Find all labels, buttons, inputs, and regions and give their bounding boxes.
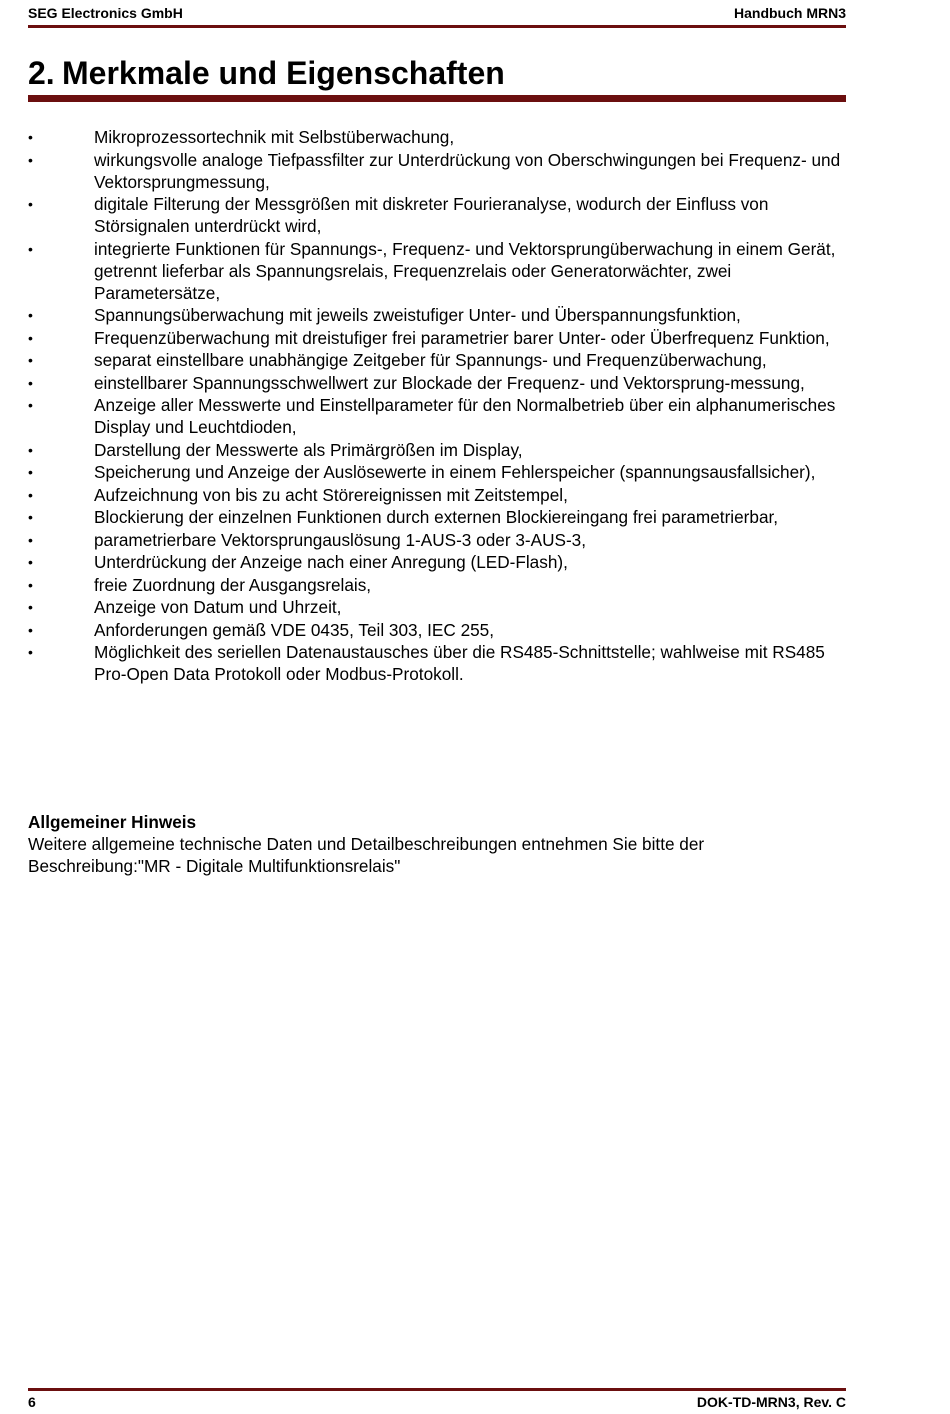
list-item-text: freie Zuordnung der Ausgangsrelais, xyxy=(94,574,372,595)
section-title xyxy=(28,55,505,92)
list-item xyxy=(28,394,846,438)
feature-list xyxy=(28,126,846,686)
general-note xyxy=(28,811,846,877)
bullet-icon: • xyxy=(28,644,33,660)
bullet-icon: • xyxy=(28,621,33,638)
list-item xyxy=(28,619,846,641)
list-item-text: Blockierung der einzelnen Funktionen durch externen Blockiereingang frei parametrierbar, xyxy=(94,507,779,527)
list-item xyxy=(28,506,846,528)
list-item xyxy=(28,238,846,304)
document-id: DOK-TD-MRN3, Rev. C xyxy=(696,1394,846,1410)
bullet-icon: • xyxy=(28,329,33,346)
bullet-icon: • xyxy=(28,374,33,391)
list-item-text: Anzeige aller Messwerte und Einstellparameter für den Normalbetrieb über ein alphanumerisches Display und Leuchtdioden, xyxy=(94,395,836,437)
bullet-icon: • xyxy=(28,352,33,368)
list-item-text: Möglichkeit des seriellen Datenaustausches über die RS485-Schnittstelle; wahlweise mit RS485 Pro-Open Data Protokoll oder Modbus-Protokoll. xyxy=(94,642,825,684)
bullet-icon: • xyxy=(28,151,33,168)
list-item-text: Aufzeichnung von bis zu acht Störereignissen mit Zeitstempel, xyxy=(94,484,568,505)
bullet-icon: • xyxy=(28,397,33,413)
list-item-text: digitale Filterung der Messgrößen mit diskreter Fourieranalyse, wodurch der Einfluss von Störsignalen unterdrückt wird, xyxy=(94,194,769,236)
list-item xyxy=(28,529,846,551)
list-item xyxy=(28,126,846,148)
list-item xyxy=(28,461,846,483)
list-item-text: Spannungsüberwachung mit jeweils zweistufiger Unter- und Überspannungsfunktion, xyxy=(94,305,741,325)
note-body: Weitere allgemeine technische Daten und Detailbeschreibungen entnehmen Sie bitte der Beschreibung:"MR - Digitale Multifunktionsrelais" xyxy=(28,834,705,876)
page-number: 6 xyxy=(28,1394,36,1410)
list-item-text: Darstellung der Messwerte als Primärgrößen im Display, xyxy=(94,439,523,460)
section-number: 2. xyxy=(28,55,55,91)
title-divider xyxy=(28,95,846,102)
list-item xyxy=(28,304,846,326)
list-item-text: einstellbarer Spannungsschwellwert zur Blockade der Frequenz- und Vektorsprung-messung, xyxy=(94,372,805,393)
list-item xyxy=(28,574,846,596)
manual-title: Handbuch MRN3 xyxy=(734,5,846,21)
header-divider xyxy=(28,25,846,28)
page-footer xyxy=(28,1394,846,1414)
list-item-text: Frequenzüberwachung mit dreistufiger frei parametrier barer Unter- oder Überfrequenz Funktion, xyxy=(94,327,830,348)
list-item-text: Unterdrückung der Anzeige nach einer Anregung (LED-Flash), xyxy=(94,552,568,572)
bullet-icon: • xyxy=(28,576,33,593)
company-name: SEG Electronics GmbH xyxy=(28,5,183,21)
bullet-icon: • xyxy=(28,554,33,570)
list-item xyxy=(28,349,846,371)
bullet-icon: • xyxy=(28,509,33,525)
page-header xyxy=(28,5,846,25)
list-item xyxy=(28,372,846,394)
list-item xyxy=(28,193,846,237)
list-item-text: separat einstellbare unabhängige Zeitgeber für Spannungs- und Frequenzüberwachung, xyxy=(94,350,767,370)
bullet-icon: • xyxy=(28,531,33,548)
list-item xyxy=(28,551,846,573)
list-item xyxy=(28,439,846,461)
bullet-icon: • xyxy=(28,196,33,212)
footer-divider xyxy=(28,1388,846,1391)
list-item xyxy=(28,641,846,685)
bullet-icon: • xyxy=(28,486,33,503)
note-heading: Allgemeiner Hinweis xyxy=(28,812,197,832)
bullet-icon: • xyxy=(28,599,33,615)
list-item-text: integrierte Funktionen für Spannungs-, Frequenz- und Vektorsprungüberwachung in einem Gerät, getrennt lieferbar als Spannungsrelais, Frequenzrelais oder Generatorwächter, zwei Parametersätze, xyxy=(94,238,836,303)
list-item-text: parametrierbare Vektorsprungauslösung 1-AUS-3 oder 3-AUS-3, xyxy=(94,529,586,550)
section-heading: Merkmale und Eigenschaften xyxy=(62,55,505,91)
list-item xyxy=(28,596,846,618)
list-item xyxy=(28,484,846,506)
bullet-icon: • xyxy=(28,240,33,257)
bullet-icon: • xyxy=(28,441,33,458)
list-item-text: Anforderungen gemäß VDE 0435, Teil 303, IEC 255, xyxy=(94,619,495,640)
list-item-text: wirkungsvolle analoge Tiefpassfilter zur Unterdrückung von Oberschwingungen bei Frequenz- und Vektorsprungmessung, xyxy=(94,149,841,192)
bullet-icon: • xyxy=(28,464,33,480)
list-item-text: Mikroprozessortechnik mit Selbstüberwachung, xyxy=(94,127,455,147)
bullet-icon: • xyxy=(28,129,33,145)
bullet-icon: • xyxy=(28,307,33,323)
list-item-text: Anzeige von Datum und Uhrzeit, xyxy=(94,597,342,617)
list-item-text: Speicherung und Anzeige der Auslösewerte in einem Fehlerspeicher (spannungsausfallsicher), xyxy=(94,462,816,482)
list-item xyxy=(28,149,846,193)
list-item xyxy=(28,327,846,349)
